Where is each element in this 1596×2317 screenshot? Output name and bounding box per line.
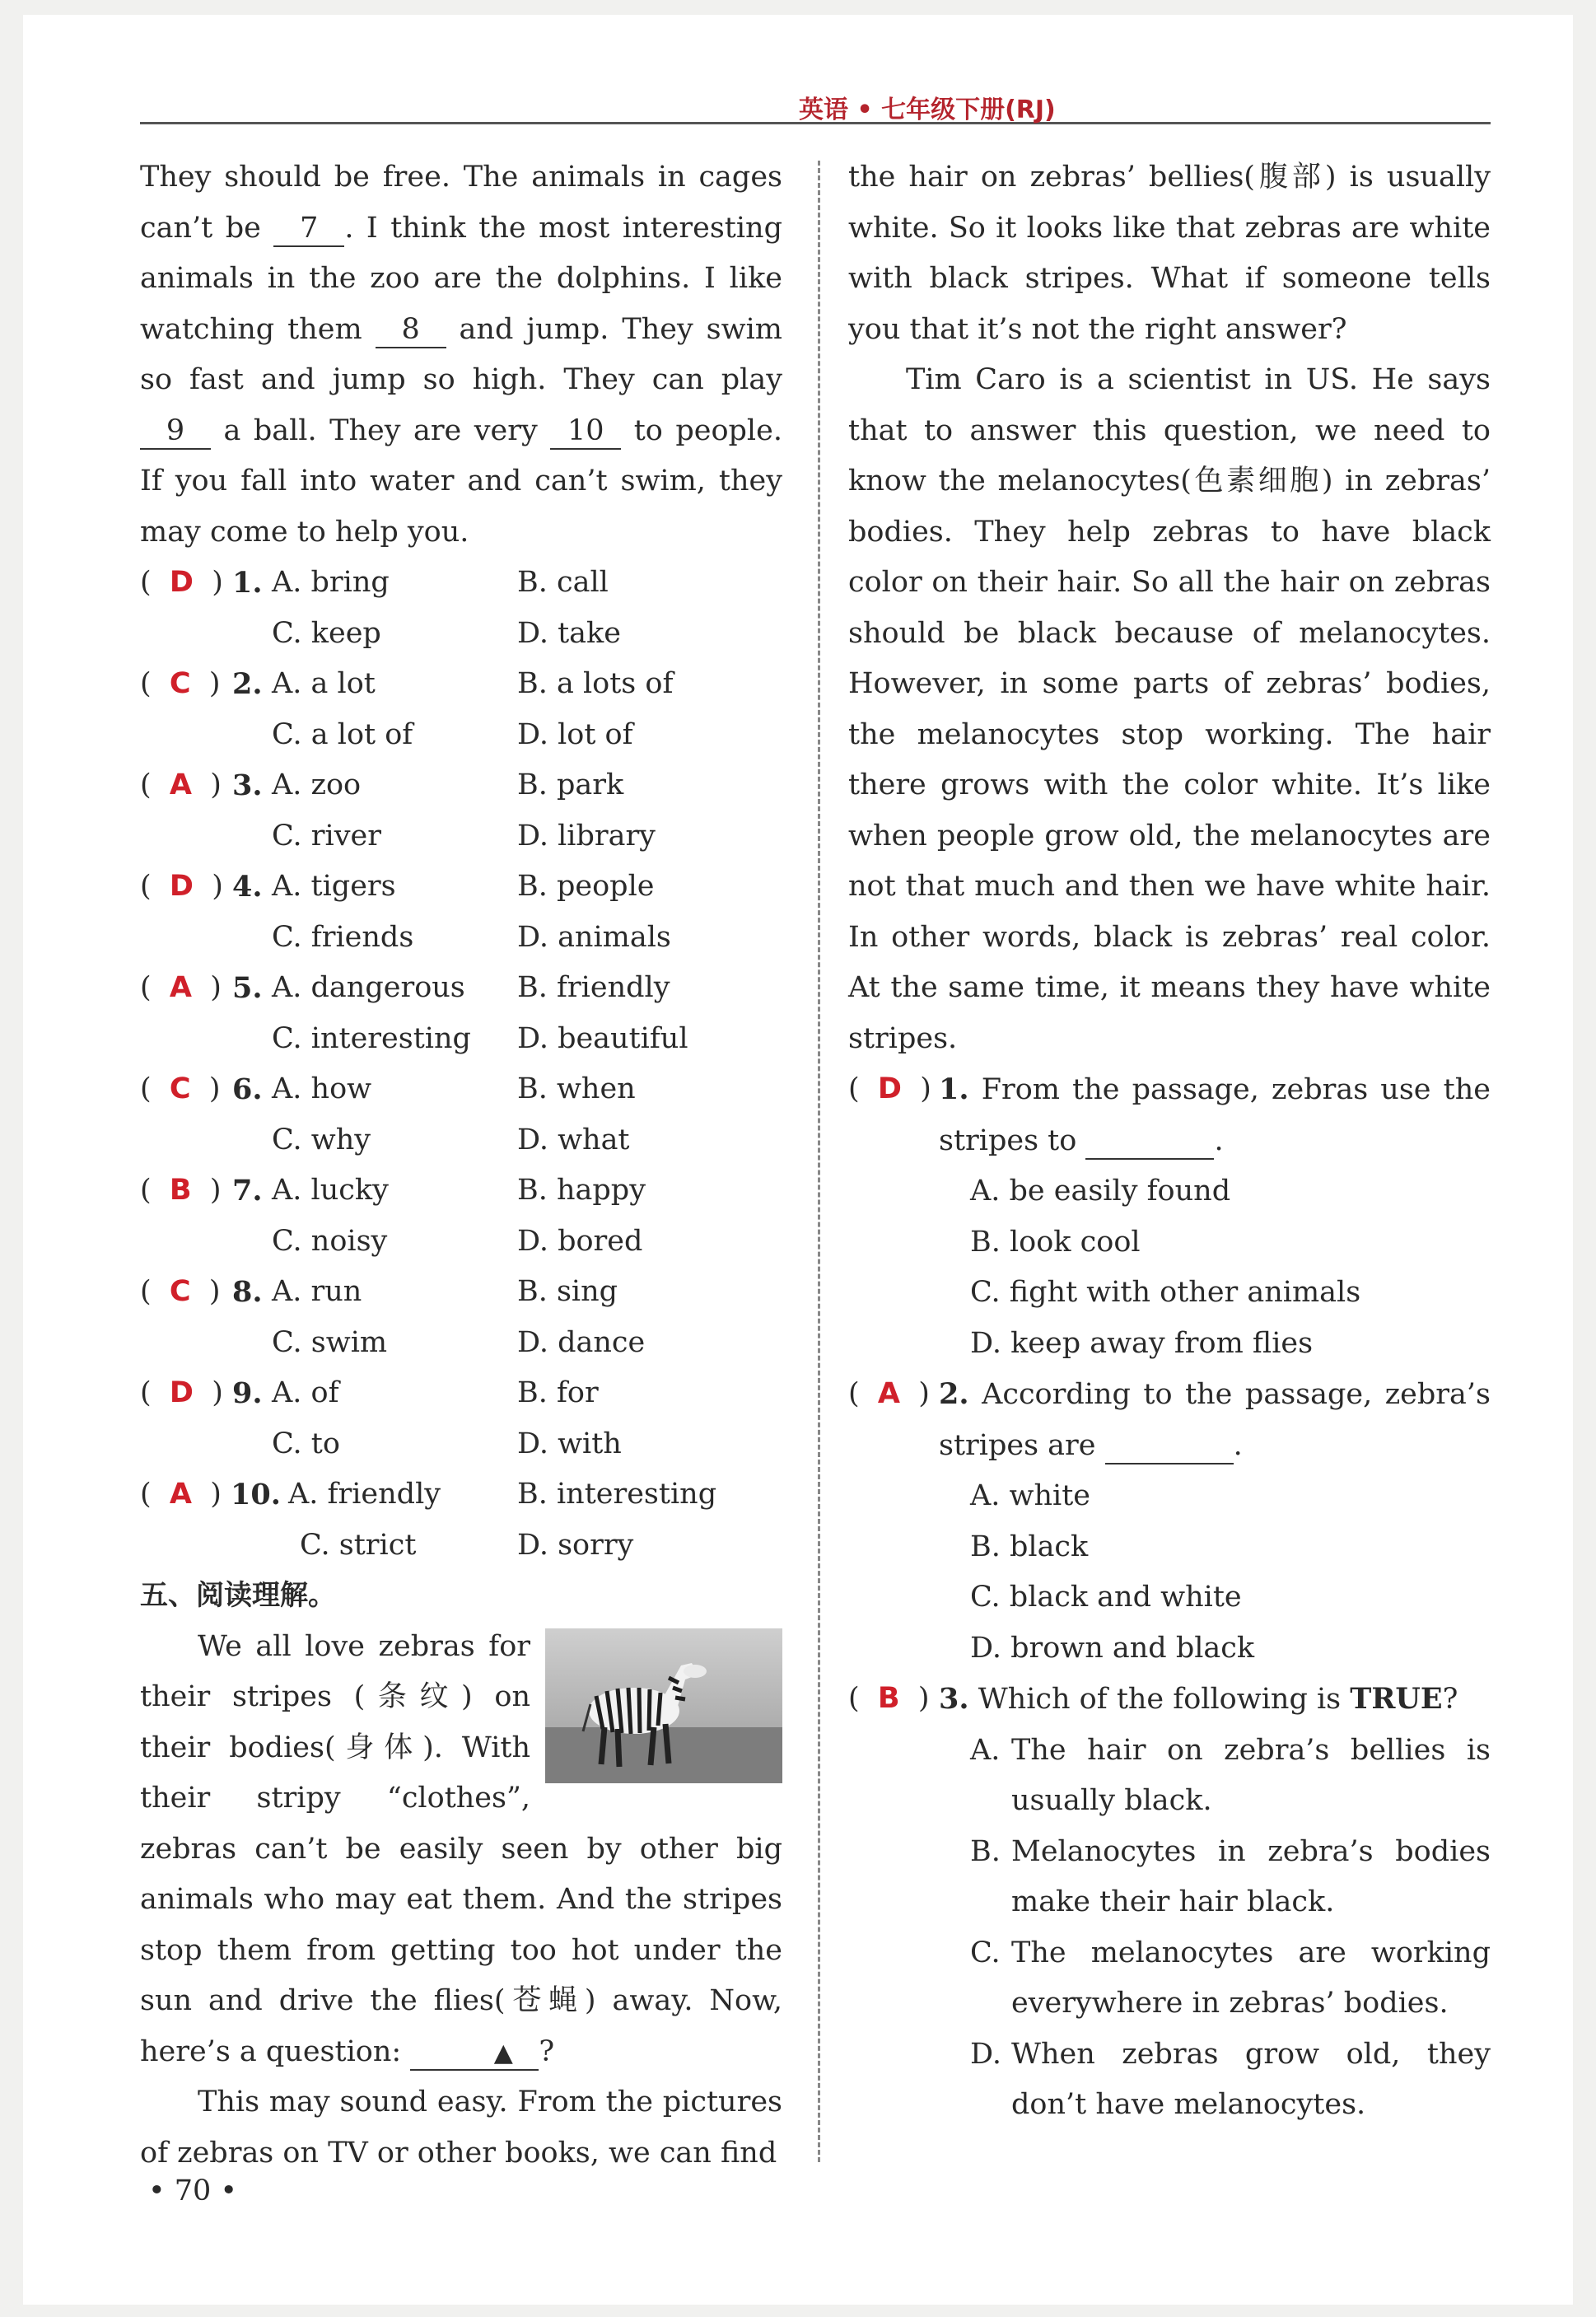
question-number: 5. [232, 971, 263, 1005]
reading-paragraph-3: Tim Caro is a scientist in US. He says that to answer this question, we need to know the melanocytes(色素细胞) in zebras’ bodies. They help zebras to have black color on their hair. So all the hair on zebras should be black because of melanocytes. However, in some parts of zebras’ bodies, the melanocytes stop working. The hair there grows with the color white. It’s like when people grow old, the melanocytes are not that much and then we have white hair. In other words, black is zebras’ real color. At the same time, it means they have white stripes. [848, 363, 1491, 1055]
question-number: 9. [232, 1376, 263, 1410]
answer-mark: B [169, 1174, 192, 1207]
cloze-question: ( A ) 3. A. zoo B. park [140, 760, 782, 811]
cloze-question: ( D ) 1. A. bring B. call [140, 558, 782, 609]
option-d: D. lot of [517, 717, 633, 751]
question-number: 7. [232, 1174, 263, 1208]
option-b: B. happy [517, 1174, 646, 1207]
option-c: C. a lot of [272, 717, 413, 751]
answer-mark: D [877, 1072, 902, 1105]
option-b: B. a lots of [517, 667, 674, 700]
answer-mark: B [877, 1682, 900, 1715]
option: C. fight with other animals [970, 1276, 1361, 1309]
question-number: 3. [232, 768, 263, 802]
option: D. When zebras grow old, they don’t have melanocytes. [970, 2037, 1491, 2121]
answer-mark: C [169, 1275, 191, 1308]
option-d: D. beautiful [517, 1021, 688, 1055]
reading-question-3: ( B ) 3. Which of the following is TRUE? A. The hair on zebra’s bellies is usually black. B. Melanocytes in zebra’s bodies make their hair black. C. The melanocytes are working everywhere in zebras’ bodies. D. When zebras grow old, they don’t have melanocytes. [848, 1674, 1491, 2131]
option: D. brown and black [970, 1631, 1255, 1665]
option-a: A. friendly [288, 1478, 441, 1511]
question-number: 6. [232, 1072, 263, 1106]
option-c: C. friends [272, 920, 414, 954]
section-title: 五、阅读理解。 [140, 1579, 336, 1612]
answer-mark: A [169, 1478, 192, 1511]
option-a: A. of [272, 1376, 339, 1409]
option-b: B. interesting [517, 1478, 717, 1511]
page-header [140, 96, 1491, 124]
answer-mark: A [877, 1377, 900, 1410]
reading-paragraph-cont: the hair on zebras’ bellies(腹部) is usually white. So it looks like that zebras are white with black stripes. What if someone tells you that it’s not the right answer? [848, 161, 1491, 346]
option-a: A. tigers [272, 870, 396, 903]
question-number: 4. [232, 870, 263, 904]
page-number: • 70 • [148, 2175, 238, 2207]
option-a: A. bring [272, 566, 390, 599]
option-b: B. call [517, 566, 609, 599]
question-number: 1. [232, 566, 263, 600]
answer-blank [1105, 1428, 1234, 1464]
blank-7: 7 [273, 211, 344, 247]
cloze-question: ( D ) 9. A. of B. for [140, 1368, 782, 1419]
cloze-question: ( A ) 10. A. friendly B. interesting [140, 1469, 782, 1521]
option: A. white [970, 1479, 1090, 1512]
option-a: A. dangerous [272, 971, 465, 1004]
answer-mark: D [169, 870, 194, 903]
zebra-icon [545, 1628, 782, 1783]
option-c: C. swim [272, 1325, 388, 1359]
question-number: 8. [232, 1275, 263, 1309]
option-d: D. library [517, 819, 656, 853]
option-c: C. noisy [272, 1224, 388, 1258]
option-b: B. friendly [517, 971, 670, 1004]
blank-8: 8 [376, 312, 446, 348]
answer-mark: A [169, 768, 192, 801]
option: B. Melanocytes in zebra’s bodies make their hair black. [970, 1834, 1491, 1918]
option-d: D. bored [517, 1224, 643, 1258]
option-c: C. to [272, 1427, 340, 1460]
option-a: A. zoo [272, 768, 362, 801]
option: C. black and white [970, 1581, 1242, 1614]
cloze-questions [140, 558, 782, 1571]
question-number: 10. [231, 1478, 281, 1511]
option: A. be easily found [970, 1175, 1231, 1208]
option-b: B. for [517, 1376, 599, 1409]
option-d: D. animals [517, 920, 671, 954]
cloze-question: ( C ) 6. A. how B. when [140, 1064, 782, 1115]
option-c: C. keep [272, 616, 381, 650]
option: D. keep away from flies [970, 1326, 1314, 1360]
option-a: A. how [272, 1072, 372, 1105]
reading-question: ( A ) 2. According to the passage, zebra’s stripes are . A. white B. black C. black and white D. brown and black [848, 1369, 1491, 1674]
answer-mark: C [169, 667, 191, 700]
reading-question: ( D ) 1. From the passage, zebras use the stripes to . A. be easily found B. look cool C. fight with other animals D. keep away from flies [848, 1064, 1491, 1369]
zebra-photo [545, 1628, 782, 1783]
option-d: D. dance [517, 1325, 646, 1359]
option-c: C. why [272, 1123, 371, 1156]
option: B. look cool [970, 1225, 1141, 1259]
answer-mark: A [169, 971, 192, 1004]
right-column [848, 152, 1491, 2131]
cloze-question: ( D ) 4. A. tigers B. people [140, 862, 782, 913]
option: A. The hair on zebra’s bellies is usually black. [970, 1733, 1491, 1817]
option: C. The melanocytes are working everywhere in zebras’ bodies. [970, 1936, 1491, 2020]
option-a: A. a lot [272, 667, 376, 700]
cloze-question: ( B ) 7. A. lucky B. happy [140, 1166, 782, 1217]
blank-10: 10 [550, 413, 621, 450]
option-a: A. run [272, 1275, 362, 1308]
cloze-question: ( C ) 8. A. run B. sing [140, 1267, 782, 1318]
answer-mark: D [169, 1376, 194, 1409]
question-blank: ▲ [410, 2034, 539, 2071]
option-c: C. river [272, 819, 381, 853]
option-d: D. sorry [517, 1528, 634, 1562]
option: B. black [970, 1530, 1089, 1563]
option-d: D. take [517, 616, 621, 650]
reading-questions [848, 1064, 1491, 1674]
option-c: C. strict [300, 1528, 417, 1562]
cloze-passage: They should be free. The animals in cages can’t be 7 . I think the most interesting animals in the zoo are the dolphins. I like watching them 8 and jump. They swim so fast and jump so high. They can play 9 a ball. They are very 10 to people. If you fall into water and can’t swim, they may come to help you. [140, 161, 782, 549]
cloze-question: ( A ) 5. A. dangerous B. friendly [140, 963, 782, 1014]
answer-blank [1085, 1123, 1214, 1160]
cloze-question: ( C ) 2. A. a lot B. a lots of [140, 659, 782, 710]
option-b: B. people [517, 870, 655, 903]
column-divider [818, 161, 820, 2162]
option-b: B. when [517, 1072, 636, 1105]
answer-mark: C [169, 1072, 191, 1105]
option-b: B. sing [517, 1275, 618, 1308]
option-d: D. with [517, 1427, 622, 1460]
reading-passage: We all love zebras for their stripes (条纹) on their bodies(身体). With their stripy “clothes”, zebras can’t be easily seen by other big animals who may eat them. And the stripes stop them from getting too hot under the sun and drive the flies(苍蝇) away. Now, here’s a question: ▲ ? This may sound easy. From the pictures of zebras on TV or other books, we can find [140, 1629, 782, 2170]
answer-mark: D [169, 566, 194, 599]
question-number: 2. [232, 667, 263, 701]
option-a: A. lucky [272, 1174, 389, 1207]
option-b: B. park [517, 768, 624, 801]
left-column [140, 152, 782, 2179]
option-d: D. what [517, 1123, 630, 1156]
header-title: 英语 • 七年级下册(RJ) [799, 96, 1056, 124]
blank-9: 9 [140, 413, 211, 450]
option-c: C. interesting [272, 1021, 471, 1055]
